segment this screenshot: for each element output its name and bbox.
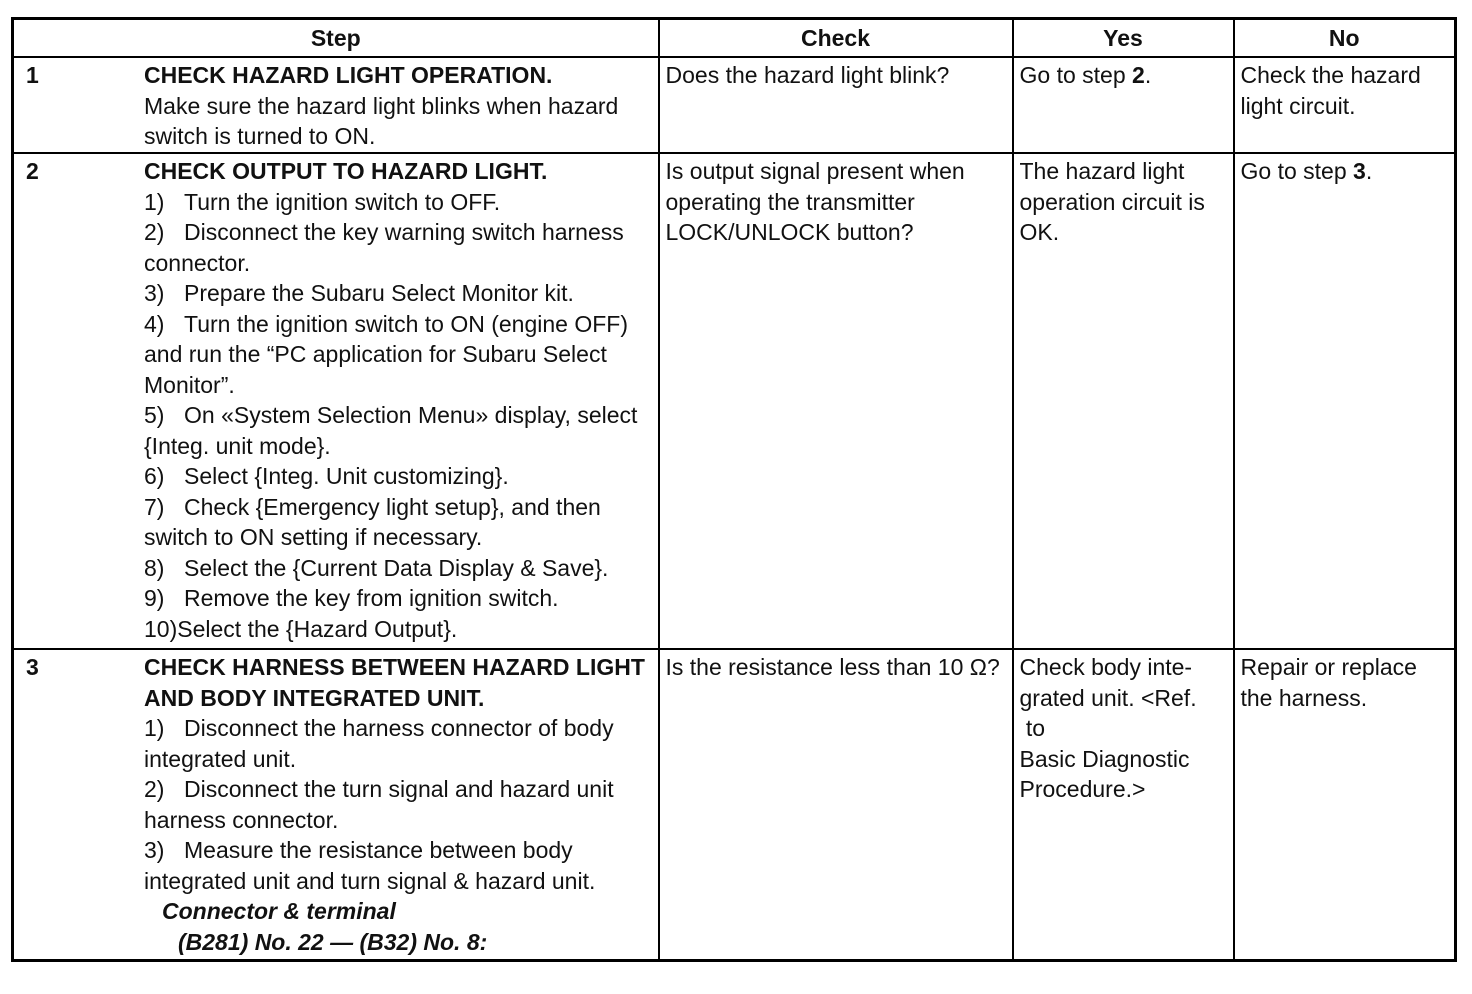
yes-line: Procedure.>	[1019, 776, 1146, 802]
yes-line: Check body inte-	[1019, 654, 1193, 680]
diagnostic-table	[11, 17, 1457, 962]
yes-line: to	[1019, 715, 1046, 741]
step-title: CHECK HAZARD LIGHT OPERATION.	[144, 62, 553, 88]
yes-suffix: .	[1144, 62, 1152, 88]
substep-text: Check {Emergency light setup}, and then switch to ON setting if necessary.	[144, 493, 601, 550]
table-row	[13, 649, 1456, 961]
check-cell: Is output signal present when operating the transmitter LOCK/UNLOCK button?	[659, 153, 1013, 649]
connector-value: (B281) No. 22 — (B32) No. 8:	[178, 928, 488, 955]
step-cell	[13, 57, 659, 153]
substep-number: 10)	[144, 615, 178, 642]
substep-text: Turn the ignition switch to OFF.	[184, 188, 501, 215]
step-title: CHECK OUTPUT TO HAZARD LIGHT.	[144, 158, 548, 184]
substep-text: Measure the resistance between body integrated unit and turn signal & hazard unit.	[144, 837, 596, 894]
yes-line: Basic Diagnostic	[1019, 745, 1190, 772]
substep-number: 1)	[144, 188, 165, 215]
substep	[144, 187, 648, 218]
connector-label: Connector & terminal	[162, 898, 396, 924]
substep-text: Disconnect the harness connector of body integrated unit.	[144, 715, 614, 772]
step-cell	[13, 153, 659, 649]
substep-number: 2)	[144, 776, 165, 802]
substep	[144, 400, 648, 461]
substep-number: 9)	[144, 585, 165, 611]
header-no: No	[1234, 19, 1456, 58]
substep	[144, 217, 648, 278]
substep-text: Disconnect the turn signal and hazard unit harness connector.	[144, 776, 614, 833]
yes-cell: The hazard light operation circuit is OK.	[1013, 153, 1234, 649]
substep	[144, 461, 648, 492]
yes-cell	[1013, 57, 1234, 153]
no-text: Go to step	[1240, 158, 1354, 184]
step-text: Make sure the hazard light blinks when hazard switch is turned to ON.	[144, 92, 619, 149]
step-cell	[13, 649, 659, 961]
substep	[144, 309, 648, 401]
substep-text: Remove the key from ignition switch.	[184, 585, 559, 611]
substep-number: 8)	[144, 554, 165, 581]
substep-number: 3)	[144, 837, 165, 863]
substep-text: Turn the ignition switch to ON (engine OFF) and run the “PC application for Subaru Select Monitor”.	[144, 310, 628, 398]
substep-text: Select {Integ. Unit customizing}.	[184, 463, 509, 489]
substep-text: Prepare the Subaru Select Monitor kit.	[184, 280, 574, 306]
header-step: Step	[13, 19, 659, 58]
check-cell: Does the hazard light blink?	[659, 57, 1013, 153]
substep	[144, 713, 648, 774]
substep	[144, 492, 648, 553]
substep-number: 1)	[144, 715, 165, 741]
substep-text: Disconnect the key warning switch harness connector.	[144, 219, 624, 276]
substep-text: Select the {Hazard Output}.	[177, 615, 458, 642]
substep	[144, 774, 648, 835]
substep	[144, 614, 648, 645]
no-cell: Check the hazard light circuit.	[1234, 57, 1456, 153]
check-cell: Is the resistance less than 10 Ω?	[659, 649, 1013, 961]
diagnostic-table-container	[11, 17, 1454, 962]
step-number: 1	[26, 62, 39, 88]
yes-line: grated unit. <Ref.	[1019, 684, 1197, 711]
step-reference: 2	[1132, 62, 1145, 88]
step-title: CHECK HARNESS BETWEEN HAZARD LIGHT AND BODY INTEGRATED UNIT.	[144, 654, 645, 711]
header-row	[13, 19, 1456, 58]
header-check: Check	[659, 19, 1013, 58]
yes-text: Go to step	[1019, 62, 1133, 88]
substep-number: 3)	[144, 280, 165, 306]
yes-cell	[1013, 649, 1234, 961]
substep	[144, 835, 648, 896]
substep-number: 5)	[144, 402, 165, 428]
substep-text: Select the {Current Data Display & Save}.	[184, 554, 609, 581]
substep-number: 7)	[144, 493, 165, 520]
substep-number: 2)	[144, 219, 165, 245]
substep	[144, 553, 648, 584]
no-suffix: .	[1365, 158, 1373, 184]
substep-number: 4)	[144, 310, 165, 337]
no-cell	[1234, 153, 1456, 649]
substep-text: On «System Selection Menu» display, select {Integ. unit mode}.	[144, 402, 638, 459]
step-number: 3	[26, 654, 39, 680]
no-cell: Repair or replace the harness.	[1234, 649, 1456, 961]
table-row	[13, 57, 1456, 153]
header-yes: Yes	[1013, 19, 1234, 58]
substep	[144, 278, 648, 309]
table-row	[13, 153, 1456, 649]
step-reference: 3	[1353, 158, 1366, 184]
step-number: 2	[26, 158, 39, 184]
substep-number: 6)	[144, 463, 165, 489]
substep	[144, 583, 648, 614]
